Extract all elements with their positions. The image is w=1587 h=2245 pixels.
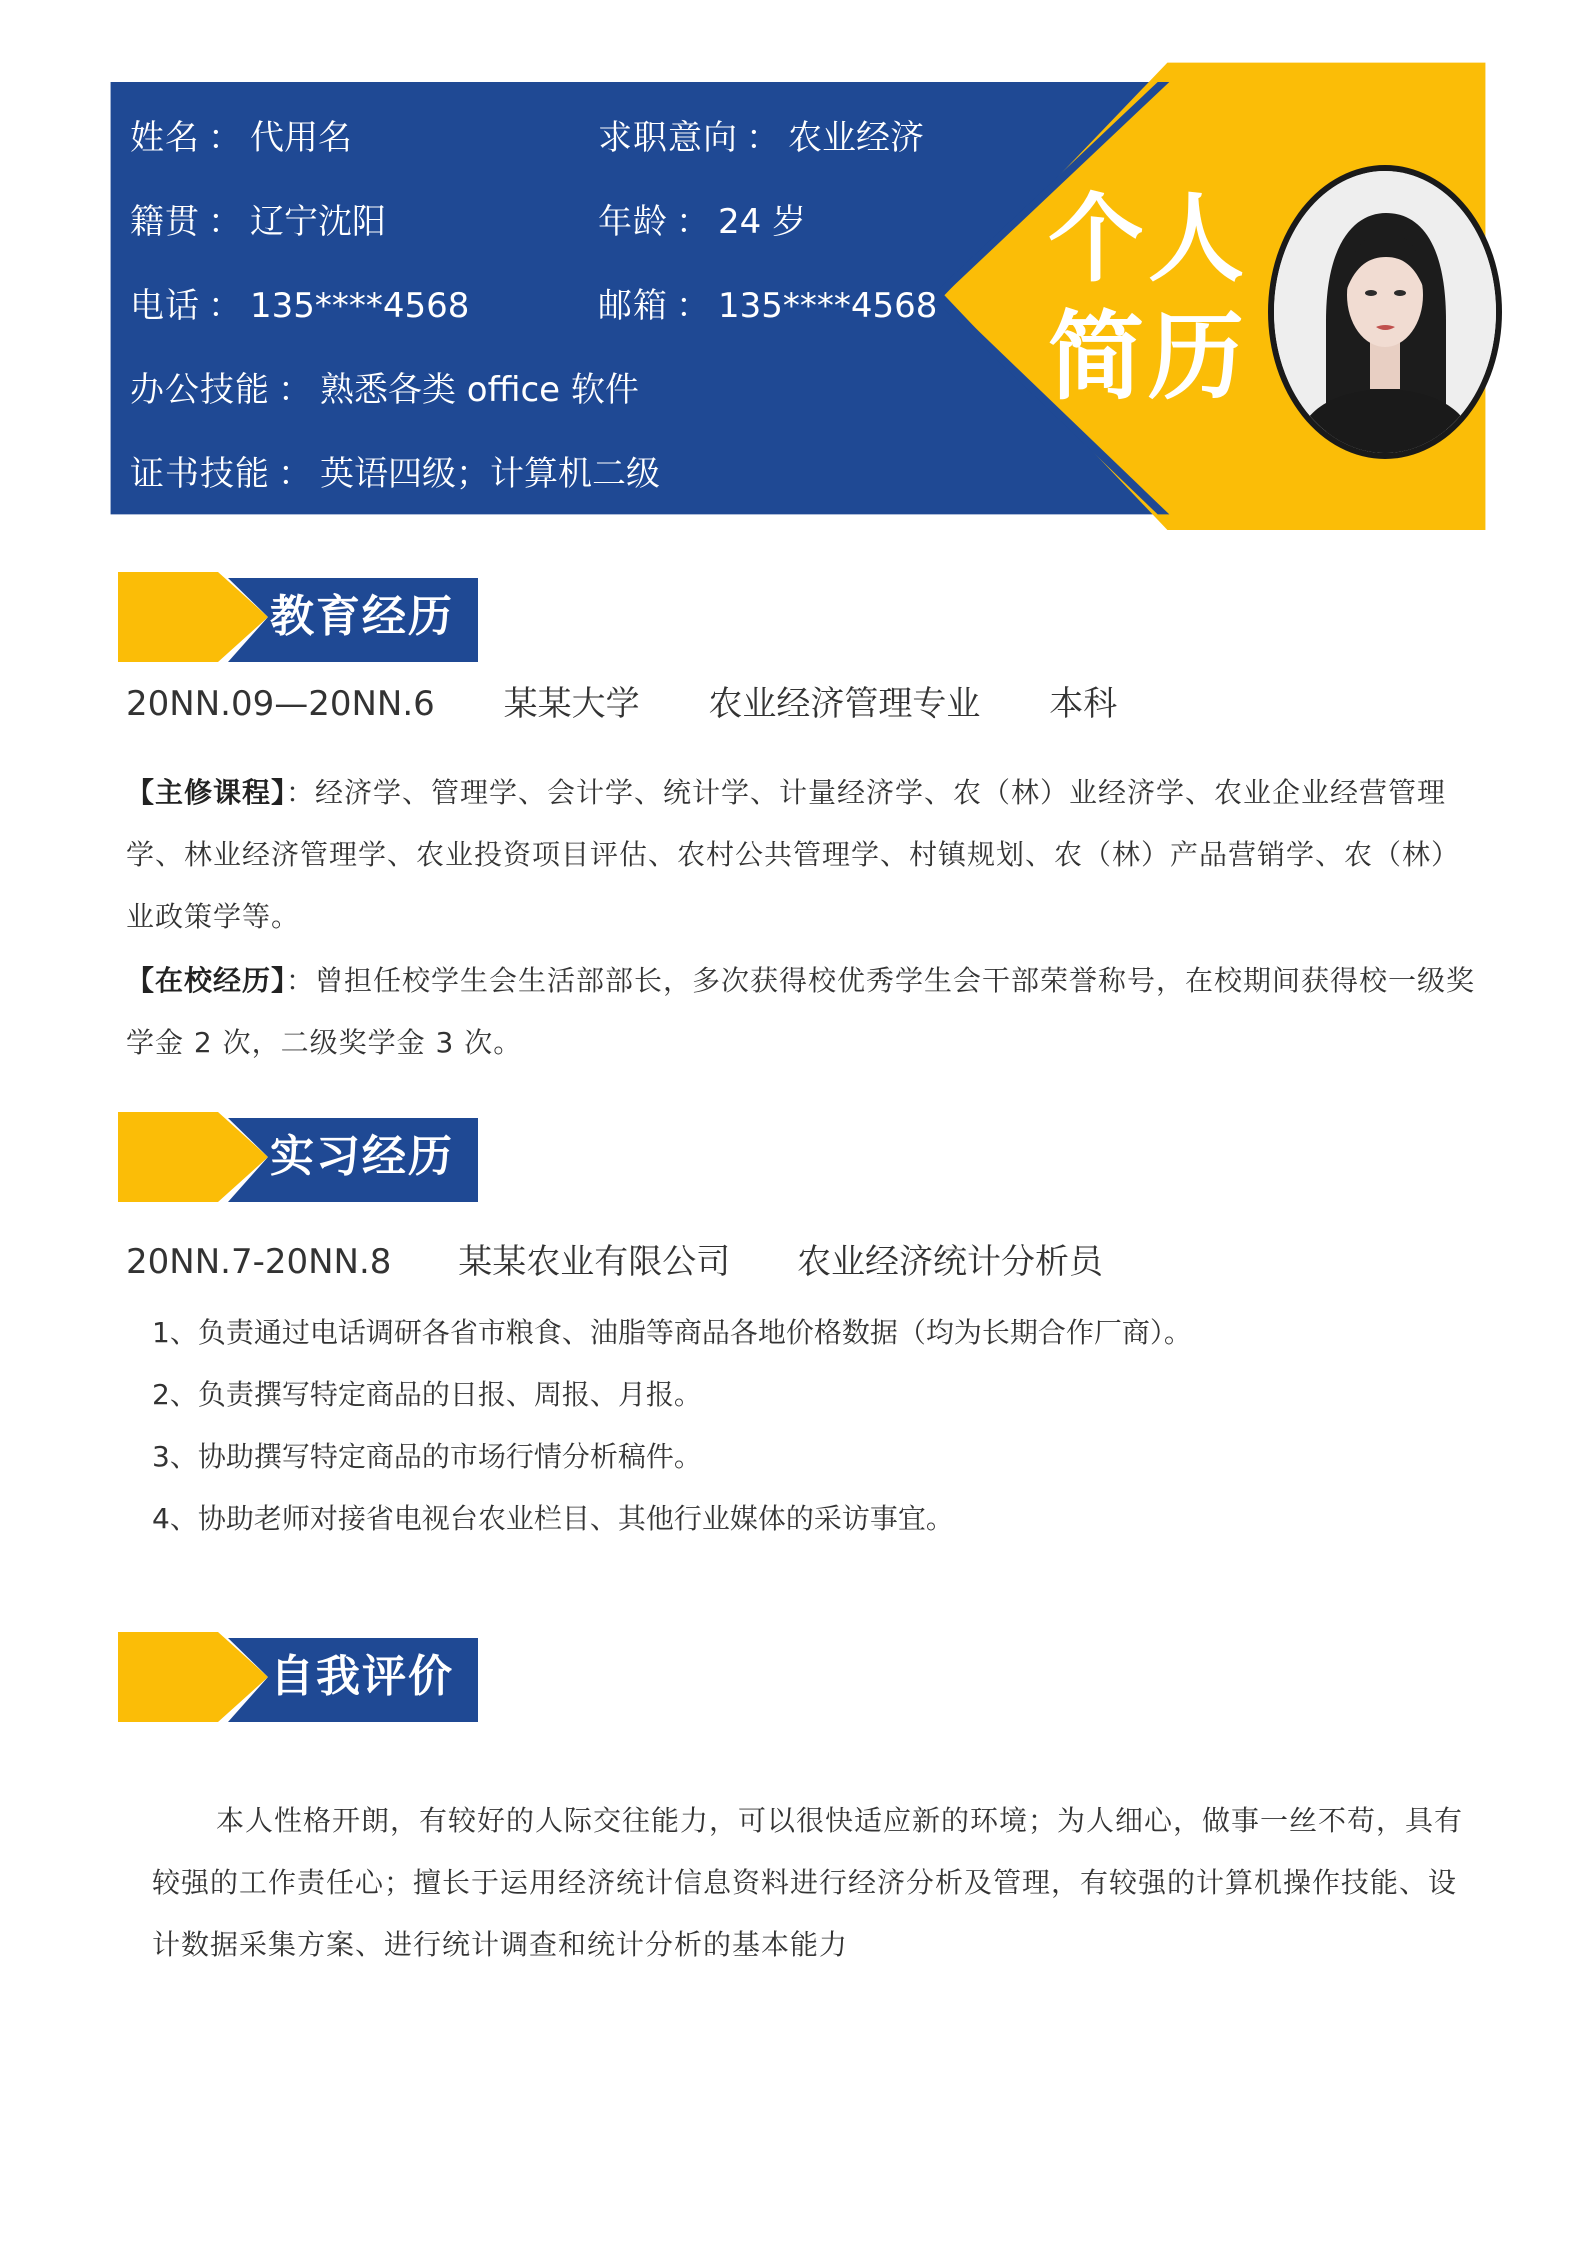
separator: ： bbox=[676, 202, 710, 242]
section-title-education: 教育经历 bbox=[270, 591, 454, 642]
education-major: 农业经济管理专业 bbox=[708, 684, 981, 724]
separator: ： bbox=[208, 202, 242, 242]
phone-value: 135****4568 bbox=[250, 286, 470, 326]
education-summary-row bbox=[126, 684, 1117, 724]
separator: ： bbox=[208, 118, 242, 158]
internship-duties bbox=[152, 1302, 1472, 1550]
person-photo-icon bbox=[1274, 171, 1496, 453]
email-label: 邮箱 bbox=[598, 286, 668, 326]
list-item: 4、协助老师对接省电视台农业栏目、其他行业媒体的采访事宜。 bbox=[152, 1502, 954, 1535]
certificate-label: 证书技能 bbox=[130, 454, 270, 494]
name-field bbox=[130, 118, 352, 158]
internship-period: 20NN.7-20NN.8 bbox=[126, 1242, 392, 1282]
section-header-internship bbox=[118, 1112, 478, 1202]
internship-summary-row bbox=[126, 1242, 1103, 1282]
campus-label: 【在校经历】 bbox=[126, 964, 287, 997]
resume-title-line2: 简历 bbox=[1048, 301, 1248, 413]
name-value: 代用名 bbox=[250, 118, 352, 158]
section-header-self-evaluation bbox=[118, 1632, 478, 1722]
age-field bbox=[598, 202, 806, 242]
internship-position: 农业经济统计分析员 bbox=[797, 1242, 1104, 1282]
name-label: 姓名 bbox=[130, 118, 200, 158]
education-degree: 本科 bbox=[1049, 684, 1118, 724]
education-courses bbox=[126, 762, 1476, 948]
email-value: 135****4568 bbox=[718, 286, 938, 326]
separator: ： bbox=[676, 286, 710, 326]
self-evaluation-text: 本人性格开朗，有较好的人际交往能力，可以很快适应新的环境；为人细心，做事一丝不苟，具有较强的工作责任心；擅长于运用经济统计信息资料进行经济分析及管理，有较强的计算机操作技能、设计数据采集方案、进行统计调查和统计分析的基本能力 bbox=[152, 1804, 1464, 1961]
list-item: 1、负责通过电话调研各省市粮食、油脂等商品各地价格数据（均为长期合作厂商）。 bbox=[152, 1316, 1192, 1349]
courses-label: 【主修课程】 bbox=[126, 776, 287, 809]
courses-text: ：经济学、管理学、会计学、统计学、计量经济学、农（林）业经济学、农业企业经营管理学、林业经济管理学、农业投资项目评估、农村公共管理学、村镇规划、农（林）产品营销学、农（林）业政策学等。 bbox=[126, 776, 1461, 933]
campus-text: ：曾担任校学生会生活部部长，多次获得校优秀学生会干部荣誉称号，在校期间获得校一级奖学金 2 次，二级奖学金 3 次。 bbox=[126, 964, 1476, 1059]
origin-field bbox=[130, 202, 386, 242]
separator: ： bbox=[746, 118, 780, 158]
internship-company: 某某农业有限公司 bbox=[458, 1242, 731, 1282]
age-value: 24 岁 bbox=[718, 202, 807, 242]
resume-title-line1: 个人 bbox=[1048, 183, 1248, 295]
certificate-field bbox=[130, 454, 660, 494]
origin-label: 籍贯 bbox=[130, 202, 200, 242]
section-header-education bbox=[118, 572, 478, 662]
intention-value: 农业经济 bbox=[788, 118, 924, 158]
education-school: 某某大学 bbox=[503, 684, 640, 724]
education-period: 20NN.09—20NN.6 bbox=[126, 684, 435, 724]
phone-label: 电话 bbox=[130, 286, 200, 326]
separator: ： bbox=[278, 454, 312, 494]
section-title-internship: 实习经历 bbox=[270, 1131, 454, 1182]
certificate-value: 英语四级；计算机二级 bbox=[320, 454, 660, 494]
phone-field bbox=[130, 286, 469, 326]
origin-value: 辽宁沈阳 bbox=[250, 202, 386, 242]
separator: ： bbox=[208, 286, 242, 326]
list-item: 3、协助撰写特定商品的市场行情分析稿件。 bbox=[152, 1440, 702, 1473]
list-item: 2、负责撰写特定商品的日报、周报、月报。 bbox=[152, 1378, 702, 1411]
office-skill-value: 熟悉各类 office 软件 bbox=[320, 370, 639, 410]
profile-photo bbox=[1268, 165, 1502, 459]
email-field bbox=[598, 286, 937, 326]
resume-title bbox=[1048, 180, 1288, 416]
intention-label: 求职意向 bbox=[598, 118, 738, 158]
separator: ： bbox=[278, 370, 312, 410]
intention-field bbox=[598, 118, 924, 158]
office-skill-label: 办公技能 bbox=[130, 370, 270, 410]
section-title-self-evaluation: 自我评价 bbox=[270, 1651, 454, 1702]
office-skill-field bbox=[130, 370, 639, 410]
age-label: 年龄 bbox=[598, 202, 668, 242]
education-campus bbox=[126, 950, 1476, 1074]
